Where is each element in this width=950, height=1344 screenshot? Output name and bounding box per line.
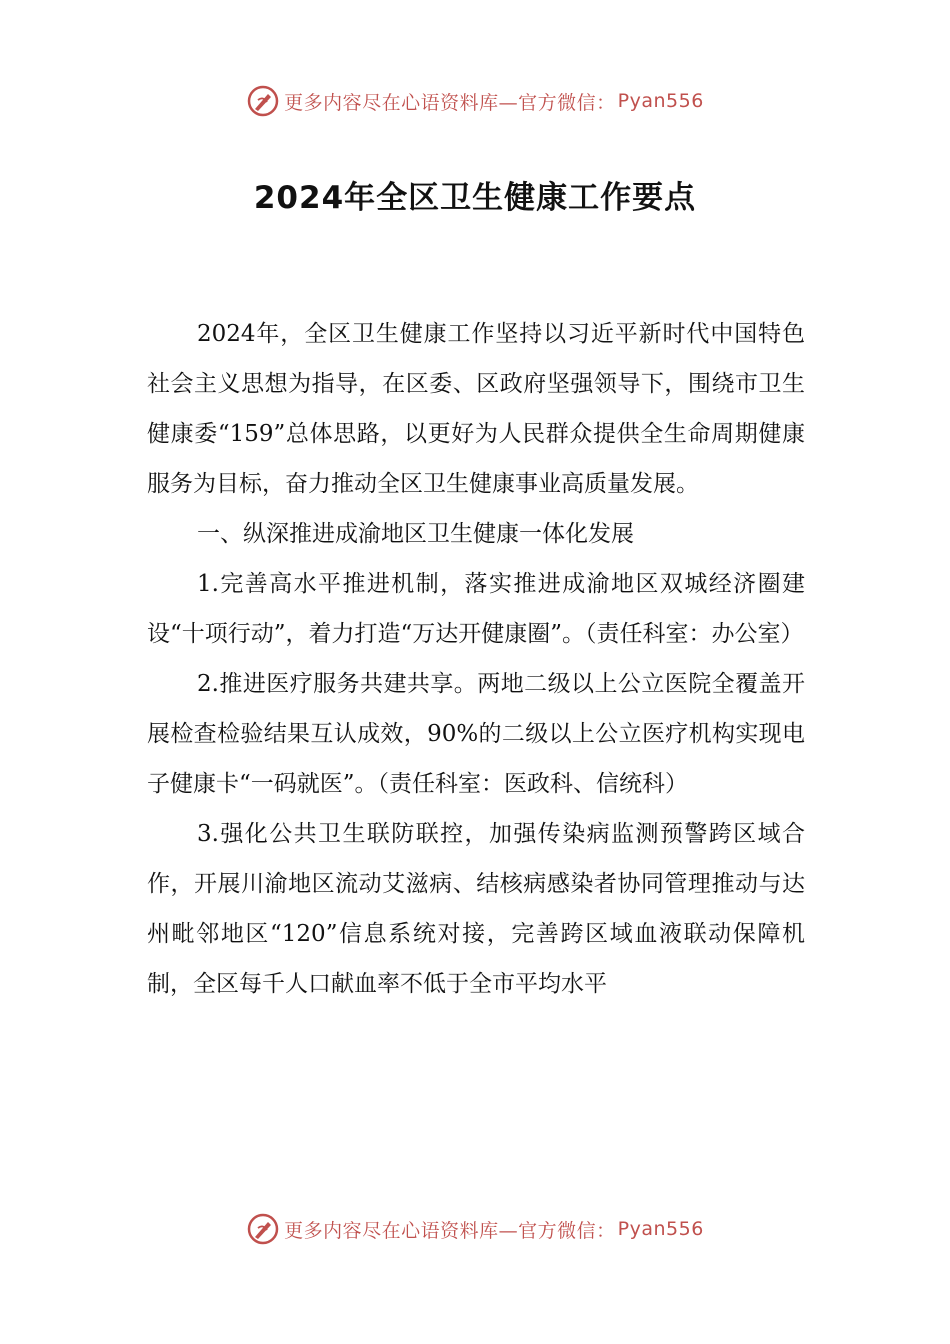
watermark-wechat-id: Pyan556 [617, 90, 704, 112]
pen-seal-icon [246, 84, 280, 118]
paragraph-intro: 2024年，全区卫生健康工作坚持以习近平新时代中国特色社会主义思想为指导，在区委、区政府坚强领导下，围绕市卫生健康委“159”总体思路，以更好为人民群众提供全生命周期健康服务为目标，奋力推动全区卫生健康事业高质量发展。 [147, 321, 805, 497]
document-body [147, 309, 805, 1009]
watermark-text: 更多内容尽在心语资料库—官方微信： [284, 91, 616, 114]
watermark-header [0, 84, 950, 118]
section-heading: 一、纵深推进成渝地区卫生健康一体化发展 [197, 521, 634, 547]
document-title: 2024年全区卫生健康工作要点 [253, 180, 697, 216]
watermark-footer [0, 1212, 950, 1246]
pen-seal-icon [246, 1212, 280, 1246]
paragraph-item-3: 3.强化公共卫生联防联控，加强传染病监测预警跨区域合作，开展川渝地区流动艾滋病、结核病感染者协同管理推动与达州毗邻地区“120”信息系统对接，完善跨区域血液联动保障机制，全区每千人口献血率不低于全市平均水平 [147, 821, 805, 997]
watermark-text: 更多内容尽在心语资料库—官方微信： [284, 1219, 616, 1242]
paragraph-item-2: 2.推进医疗服务共建共享。两地二级以上公立医院全覆盖开展检查检验结果互认成效，90%的二级以上公立医疗机构实现电子健康卡“一码就医”。（责任科室：医政科、信统科） [147, 671, 805, 797]
watermark-wechat-id: Pyan556 [617, 1218, 704, 1240]
paragraph-item-1: 1.完善高水平推进机制，落实推进成渝地区双城经济圈建设“十项行动”，着力打造“万达开健康圈”。（责任科室：办公室） [147, 571, 805, 647]
